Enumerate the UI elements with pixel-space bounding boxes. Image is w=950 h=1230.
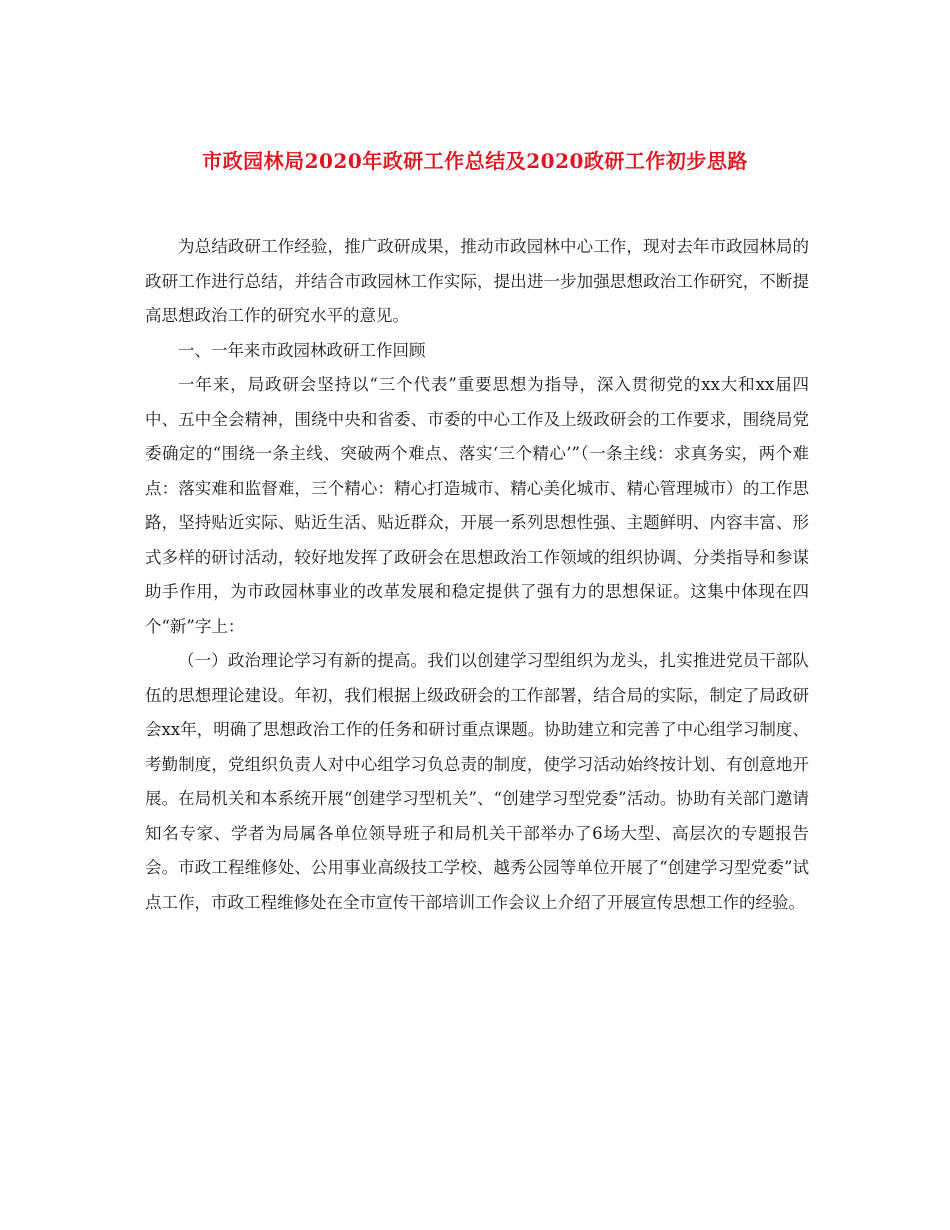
paragraph-overview: 一年来，局政研会坚持以“三个代表”重要思想为指导，深入贯彻党的xx大和xx届四中、五中全会精神，围绕中央和省委、市委的中心工作及上级政研会的工作要求，围绕局党委确定的“围绕一条主线、突破两个难点、落实‘三个精心’”（一条主线：求真务实，两个难点：落实难和监督难，三个精心：精心打造城市、精心美化城市、精心管理城市）的工作思路，坚持贴近实际、贴近生活、贴近群众，开展一系列思想性强、主题鲜明、内容丰富、形式多样的研讨活动，较好地发挥了政研会在思想政治工作领域的组织协调、分类指导和参谋助手作用，为市政园林事业的改革发展和稳定提供了强有力的思想保证。这集中体现在四个“新”字上： xyxy=(145,375,809,636)
document-title: 市政园林局2020年政研工作总结及2020政研工作初步思路 xyxy=(202,149,748,173)
section-heading-review: 一、一年来市政园林政研工作回顾 xyxy=(178,340,426,360)
paragraph-intro: 为总结政研工作经验，推广政研成果，推动市政园林中心工作，现对去年市政园林局的政研工作进行总结，并结合市政园林工作实际，提出进一步加强思想政治工作研究，不断提高思想政治工作的研究水平的意见。 xyxy=(145,237,809,325)
paragraph-theory-study: （一）政治理论学习有新的提高。我们以创建学习型组织为龙头，扎实推进党员干部队伍的思想理论建设。年初，我们根据上级政研会的工作部署，结合局的实际，制定了局政研会xx年，明确了思想政治工作的任务和研讨重点课题。协助建立和完善了中心组学习制度、考勤制度，党组织负责人对中心组学习负总责的制度，使学习活动始终按计划、有创意地开展。在局机关和本系统开展“创建学习型机关”、“创建学习型党委”活动。协助有关部门邀请知名专家、学者为局属各单位领导班子和局机关干部举办了6场大型、高层次的专题报告会。市政工程维修处、公用事业高级技工学校、越秀公园等单位开展了“创建学习型党委”试点工作，市政工程维修处在全市宣传干部培训工作会议上介绍了开展宣传思想工作的经验。 xyxy=(145,651,809,912)
document-body xyxy=(145,230,809,920)
